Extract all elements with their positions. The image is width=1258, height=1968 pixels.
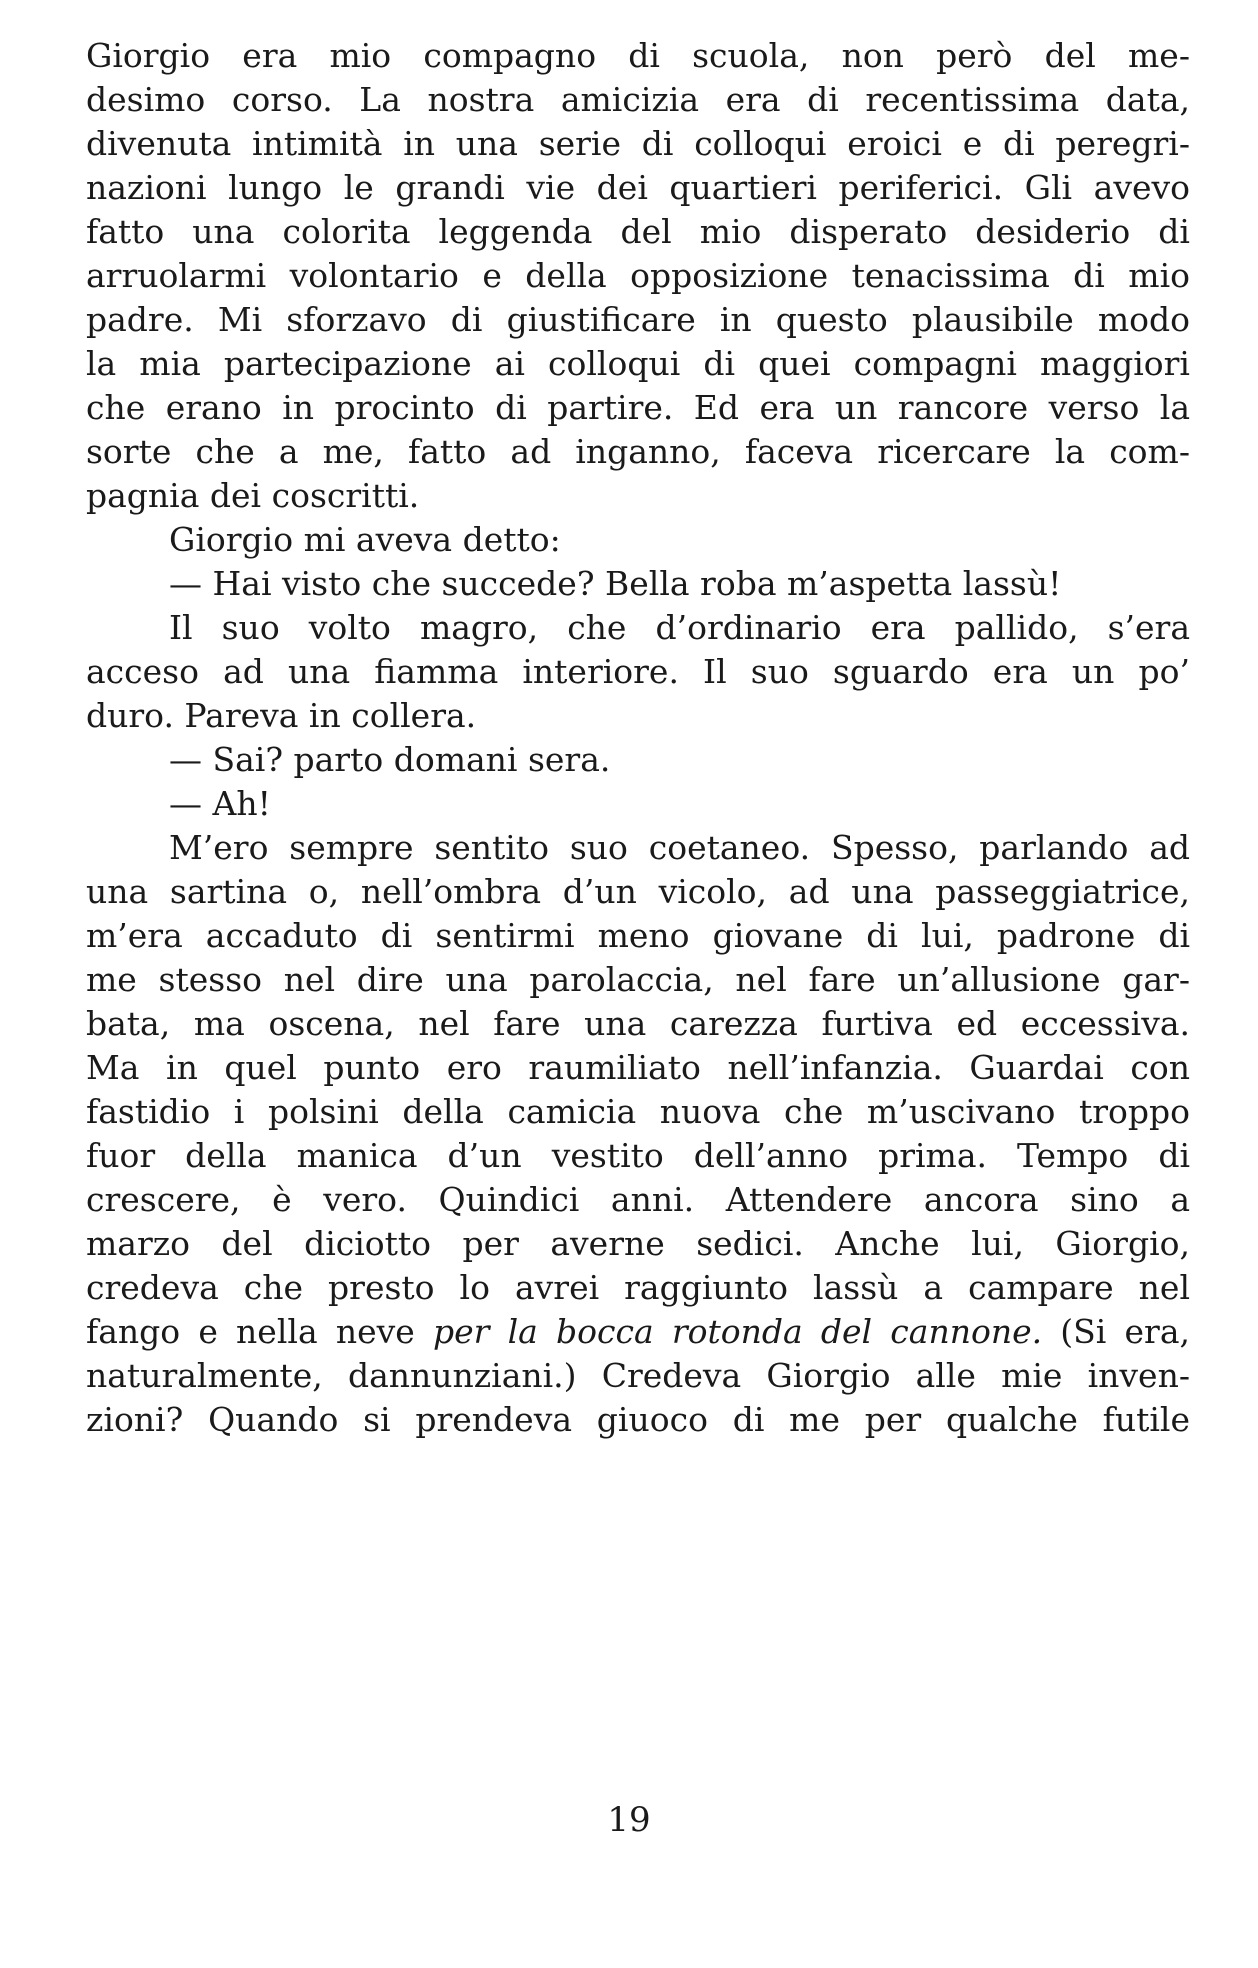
dialogue-line: — Sai? parto domani sera. [169,740,611,779]
text-line: fuor della manica d’un vestito dell’anno prima. Tempo di [86,1136,1190,1175]
text-line: Giorgio era mio compagno di scuola, non però del me- [86,36,1190,75]
text-line: pagnia dei coscritti. [86,476,420,515]
text-line: Il suo volto magro, che d’ordinario era pallido, s’era [169,608,1190,647]
text-line: m’era accaduto di sentirmi meno giovane di lui, padrone di [86,916,1190,955]
text-line: crescere, è vero. Quindici anni. Attendere ancora sino a [86,1180,1190,1219]
page-number: 19 [607,1800,651,1840]
text-line: fatto una colorita leggenda del mio disperato desiderio di [86,212,1190,251]
text-line [86,1310,1190,1354]
text-line: una sartina o, nell’ombra d’un vicolo, ad una passeggiatrice, [86,872,1190,911]
text-line: arruolarmi volontario e della opposizione tenacissima di mio [86,256,1190,295]
text-line: M’ero sempre sentito suo coetaneo. Spesso, parlando ad [169,828,1190,867]
text-line: divenuta intimità in una serie di colloqui eroici e di peregri- [86,124,1190,163]
text-line: fastidio i polsini della camicia nuova che m’uscivano troppo [86,1092,1190,1131]
text-line: duro. Pareva in collera. [86,696,477,735]
dialogue-line: — Ah! [169,784,271,823]
text-line: zioni? Quando si prendeva giuoco di me per qualche futile [86,1400,1190,1439]
text-line: credeva che presto lo avrei raggiunto lassù a campare nel [86,1268,1190,1307]
dialogue-line: — Hai visto che succede? Bella roba m’aspetta lassù! [169,564,1062,603]
text-line: che erano in procinto di partire. Ed era un rancore verso la [86,388,1190,427]
text-line: naturalmente, dannunziani.) Credeva Giorgio alle mie inven- [86,1356,1190,1395]
text-line: marzo del diciotto per averne sedici. Anche lui, Giorgio, [86,1224,1190,1263]
text-line: me stesso nel dire una parolaccia, nel fare un’allusione gar- [86,960,1190,999]
text-line: sorte che a me, fatto ad inganno, faceva ricercare la com- [86,432,1190,471]
text-segment: fango e nella neve [86,1312,433,1351]
text-segment: (Si era, [1042,1312,1190,1351]
text-line: Ma in quel punto ero raumiliato nell’infanzia. Guardai con [86,1048,1190,1087]
text-line: nazioni lungo le grandi vie dei quartieri periferici. Gli avevo [86,168,1190,207]
text-line: bata, ma oscena, nel fare una carezza furtiva ed eccessiva. [86,1004,1190,1043]
text-line: la mia partecipazione ai colloqui di quei compagni maggiori [86,344,1190,383]
text-line: Giorgio mi aveva detto: [169,520,561,559]
italic-quote: per la bocca rotonda del cannone. [432,1312,1043,1351]
text-line: acceso ad una fiamma interiore. Il suo sguardo era un po’ [86,652,1190,691]
text-line: padre. Mi sforzavo di giustificare in questo plausibile modo [86,300,1190,339]
text-line: desimo corso. La nostra amicizia era di recentissima data, [86,80,1190,119]
